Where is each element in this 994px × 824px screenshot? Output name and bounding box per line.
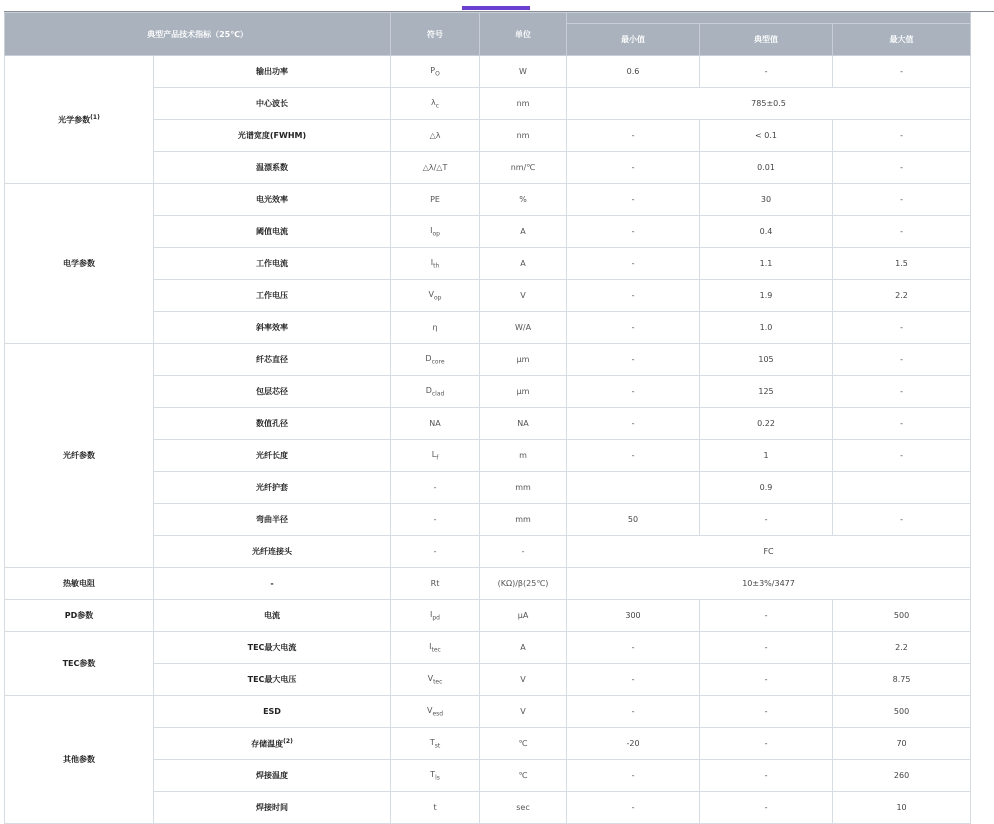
unit-cell: mm bbox=[480, 472, 567, 504]
param-name: 焊接温度 bbox=[154, 760, 391, 792]
value-max-cell: 260 bbox=[833, 760, 971, 792]
param-name: 工作电压 bbox=[154, 280, 391, 312]
value-span-cell: 10±3%/3477 bbox=[567, 568, 971, 600]
table-row bbox=[5, 600, 971, 632]
value-min-cell: 300 bbox=[567, 600, 700, 632]
value-max-cell: - bbox=[833, 152, 971, 184]
symbol-cell: $I_{tec}$ bbox=[391, 632, 480, 664]
value-typ-cell: - bbox=[700, 760, 833, 792]
unit-cell: sec bbox=[480, 792, 567, 824]
value-typ-cell: < 0.1 bbox=[700, 120, 833, 152]
symbol-cell: $V_{esd}$ bbox=[391, 696, 480, 728]
unit-cell: A bbox=[480, 632, 567, 664]
group-label: 光纤参数 bbox=[5, 344, 154, 568]
header-max: 最大值 bbox=[833, 24, 971, 56]
value-min-cell: - bbox=[567, 664, 700, 696]
value-typ-cell: 0.22 bbox=[700, 408, 833, 440]
symbol-cell: $I_{op}$ bbox=[391, 216, 480, 248]
symbol-cell: - bbox=[391, 536, 480, 568]
value-max-cell: 8.75 bbox=[833, 664, 971, 696]
unit-cell: NA bbox=[480, 408, 567, 440]
value-min-cell: 50 bbox=[567, 504, 700, 536]
value-min-cell: - bbox=[567, 280, 700, 312]
value-typ-cell: - bbox=[700, 600, 833, 632]
param-name: 阈值电流 bbox=[154, 216, 391, 248]
value-max-cell: - bbox=[833, 184, 971, 216]
value-max-cell: - bbox=[833, 504, 971, 536]
symbol-cell: - bbox=[391, 472, 480, 504]
unit-cell: ℃ bbox=[480, 760, 567, 792]
value-max-cell: 1.5 bbox=[833, 248, 971, 280]
unit-cell: nm bbox=[480, 120, 567, 152]
param-name: 纤芯直径 bbox=[154, 344, 391, 376]
group-label: 热敏电阻 bbox=[5, 568, 154, 600]
table-row bbox=[5, 344, 971, 376]
value-typ-cell: 125 bbox=[700, 376, 833, 408]
param-name: 电流 bbox=[154, 600, 391, 632]
value-max-cell: - bbox=[833, 440, 971, 472]
unit-cell: ℃ bbox=[480, 728, 567, 760]
symbol-cell: $I_{pd}$ bbox=[391, 600, 480, 632]
symbol-cell: $V_{op}$ bbox=[391, 280, 480, 312]
value-max-cell: - bbox=[833, 312, 971, 344]
unit-cell: % bbox=[480, 184, 567, 216]
spec-table bbox=[4, 12, 971, 824]
value-typ-cell: 0.9 bbox=[700, 472, 833, 504]
value-typ-cell: - bbox=[700, 504, 833, 536]
unit-cell: μm bbox=[480, 376, 567, 408]
value-min-cell: - bbox=[567, 440, 700, 472]
unit-cell: (KΩ)/β(25℃) bbox=[480, 568, 567, 600]
value-typ-cell: - bbox=[700, 56, 833, 88]
unit-cell: V bbox=[480, 664, 567, 696]
value-max-cell: - bbox=[833, 120, 971, 152]
symbol-cell: $L_f$ bbox=[391, 440, 480, 472]
value-min-cell: - bbox=[567, 376, 700, 408]
unit-cell: m bbox=[480, 440, 567, 472]
value-min-cell: - bbox=[567, 760, 700, 792]
param-name: 中心波长 bbox=[154, 88, 391, 120]
header-values-span bbox=[567, 13, 971, 24]
value-min-cell: -20 bbox=[567, 728, 700, 760]
header-unit: 单位 bbox=[480, 13, 567, 56]
symbol-cell: PE bbox=[391, 184, 480, 216]
param-name: 电光效率 bbox=[154, 184, 391, 216]
unit-cell: W bbox=[480, 56, 567, 88]
value-max-cell: 500 bbox=[833, 696, 971, 728]
tab-indicator bbox=[462, 6, 530, 10]
value-min-cell: - bbox=[567, 120, 700, 152]
symbol-cell: $T_{st}$ bbox=[391, 728, 480, 760]
value-min-cell: - bbox=[567, 216, 700, 248]
unit-cell: nm/℃ bbox=[480, 152, 567, 184]
value-min-cell: - bbox=[567, 248, 700, 280]
table-row bbox=[5, 632, 971, 664]
param-name: 存储温度$^{(2)}$ bbox=[154, 728, 391, 760]
value-typ-cell: - bbox=[700, 632, 833, 664]
header-typ: 典型值 bbox=[700, 24, 833, 56]
unit-cell: μm bbox=[480, 344, 567, 376]
symbol-cell: △λ bbox=[391, 120, 480, 152]
value-max-cell: 2.2 bbox=[833, 280, 971, 312]
header-title: 典型产品技术指标（25℃） bbox=[5, 13, 391, 56]
value-min-cell: - bbox=[567, 152, 700, 184]
param-name: 焊接时间 bbox=[154, 792, 391, 824]
param-name: 温漂系数 bbox=[154, 152, 391, 184]
symbol-cell: $P_O$ bbox=[391, 56, 480, 88]
value-typ-cell: 105 bbox=[700, 344, 833, 376]
symbol-cell: $\lambda_c$ bbox=[391, 88, 480, 120]
value-max-cell: - bbox=[833, 344, 971, 376]
param-name: - bbox=[154, 568, 391, 600]
symbol-cell: $D_{core}$ bbox=[391, 344, 480, 376]
param-name: 输出功率 bbox=[154, 56, 391, 88]
group-label: 其他参数 bbox=[5, 696, 154, 824]
value-max-cell: - bbox=[833, 216, 971, 248]
symbol-cell: t bbox=[391, 792, 480, 824]
header-symbol: 符号 bbox=[391, 13, 480, 56]
value-typ-cell: 1 bbox=[700, 440, 833, 472]
group-label: TEC参数 bbox=[5, 632, 154, 696]
symbol-cell: η bbox=[391, 312, 480, 344]
group-label: 光学参数$^{(1)}$ bbox=[5, 56, 154, 184]
value-min-cell: - bbox=[567, 344, 700, 376]
value-typ-cell: - bbox=[700, 696, 833, 728]
value-typ-cell: 1.1 bbox=[700, 248, 833, 280]
unit-cell: V bbox=[480, 280, 567, 312]
unit-cell: A bbox=[480, 248, 567, 280]
table-header bbox=[5, 13, 971, 56]
value-max-cell: 10 bbox=[833, 792, 971, 824]
param-name: 光纤护套 bbox=[154, 472, 391, 504]
param-name: TEC最大电压 bbox=[154, 664, 391, 696]
symbol-cell: $V_{tec}$ bbox=[391, 664, 480, 696]
value-max-cell bbox=[833, 472, 971, 504]
unit-cell: μA bbox=[480, 600, 567, 632]
value-min-cell: - bbox=[567, 696, 700, 728]
value-typ-cell: - bbox=[700, 728, 833, 760]
value-span-cell: 785±0.5 bbox=[567, 88, 971, 120]
param-name: 数值孔径 bbox=[154, 408, 391, 440]
unit-cell: V bbox=[480, 696, 567, 728]
header-min: 最小值 bbox=[567, 24, 700, 56]
value-max-cell: 70 bbox=[833, 728, 971, 760]
param-name: 包层芯径 bbox=[154, 376, 391, 408]
table-row bbox=[5, 56, 971, 88]
group-label: PD参数 bbox=[5, 600, 154, 632]
table-body bbox=[5, 56, 971, 824]
value-min-cell: - bbox=[567, 184, 700, 216]
unit-cell: mm bbox=[480, 504, 567, 536]
value-typ-cell: 1.9 bbox=[700, 280, 833, 312]
unit-cell: A bbox=[480, 216, 567, 248]
value-max-cell: - bbox=[833, 376, 971, 408]
symbol-cell: $D_{clad}$ bbox=[391, 376, 480, 408]
value-min-cell: - bbox=[567, 632, 700, 664]
unit-cell: - bbox=[480, 536, 567, 568]
value-min-cell bbox=[567, 472, 700, 504]
param-name: 光谱宽度(FWHM) bbox=[154, 120, 391, 152]
value-typ-cell: - bbox=[700, 664, 833, 696]
symbol-cell: Rt bbox=[391, 568, 480, 600]
param-name: 斜率效率 bbox=[154, 312, 391, 344]
table-row bbox=[5, 184, 971, 216]
unit-cell: nm bbox=[480, 88, 567, 120]
param-name: ESD bbox=[154, 696, 391, 728]
param-name: 工作电流 bbox=[154, 248, 391, 280]
value-typ-cell: 30 bbox=[700, 184, 833, 216]
value-min-cell: 0.6 bbox=[567, 56, 700, 88]
value-max-cell: 2.2 bbox=[833, 632, 971, 664]
value-min-cell: - bbox=[567, 408, 700, 440]
value-typ-cell: 1.0 bbox=[700, 312, 833, 344]
value-max-cell: - bbox=[833, 56, 971, 88]
param-name: 光纤连接头 bbox=[154, 536, 391, 568]
symbol-cell: $T_{ls}$ bbox=[391, 760, 480, 792]
value-typ-cell: 0.01 bbox=[700, 152, 833, 184]
table-row bbox=[5, 696, 971, 728]
param-name: TEC最大电流 bbox=[154, 632, 391, 664]
symbol-cell: △λ/△T bbox=[391, 152, 480, 184]
value-typ-cell: 0.4 bbox=[700, 216, 833, 248]
symbol-cell: - bbox=[391, 504, 480, 536]
value-min-cell: - bbox=[567, 792, 700, 824]
value-min-cell: - bbox=[567, 312, 700, 344]
group-label: 电学参数 bbox=[5, 184, 154, 344]
symbol-cell: NA bbox=[391, 408, 480, 440]
value-span-cell: FC bbox=[567, 536, 971, 568]
param-name: 光纤长度 bbox=[154, 440, 391, 472]
unit-cell: W/A bbox=[480, 312, 567, 344]
table-row bbox=[5, 568, 971, 600]
param-name: 弯曲半径 bbox=[154, 504, 391, 536]
symbol-cell: $I_{th}$ bbox=[391, 248, 480, 280]
value-max-cell: - bbox=[833, 408, 971, 440]
value-typ-cell: - bbox=[700, 792, 833, 824]
value-max-cell: 500 bbox=[833, 600, 971, 632]
